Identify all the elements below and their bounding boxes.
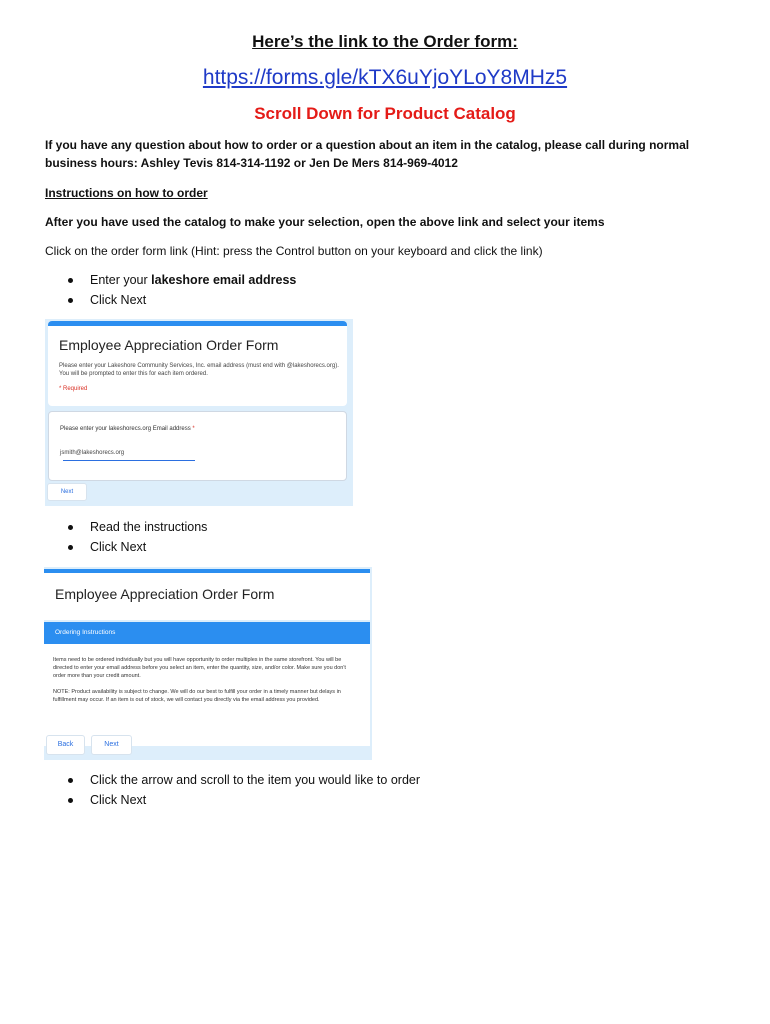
- back-button: Back: [46, 735, 85, 755]
- bullet-list-step3: [45, 770, 420, 810]
- order-form-link[interactable]: https://forms.gle/kTX6uYjoYLoY8MHz5: [202, 66, 568, 89]
- bullet-bold-text: lakeshore email address: [151, 273, 297, 287]
- bullet-text: Enter your: [90, 273, 152, 287]
- instructions-section: [44, 622, 370, 746]
- form-header-card: [44, 569, 370, 620]
- email-field-underline: [63, 460, 195, 461]
- list-item: Click Next: [45, 790, 420, 810]
- list-item: Read the instructions: [45, 517, 207, 537]
- bullet-list-step1: [45, 270, 296, 310]
- instructions-form-screenshot: [44, 567, 372, 760]
- list-item: [45, 270, 296, 290]
- form-title: Employee Appreciation Order Form: [55, 586, 275, 602]
- page-heading: Here’s the link to the Order form:: [252, 32, 518, 51]
- email-question-card: [48, 411, 347, 481]
- question-label: [60, 426, 195, 432]
- instructions-text: Items need to be ordered individually but you will have opportunity to order multiples in the same storefront. You will be directed to enter your email address before you select an item, enter the quantity, size, and/or color. Make sure you don't order more than your credit amount.: [53, 657, 346, 679]
- next-button: Next: [91, 735, 132, 755]
- availability-note: NOTE: Product availability is subject to change. We will do our best to fulfill your order in a timely manner but delays in fulfillment may occur. If an item is out of stock, we will contact you directly via the email address you provided.: [53, 689, 341, 703]
- email-field: jsmith@lakeshorecs.org: [60, 450, 125, 456]
- form-header-card: [48, 321, 347, 406]
- list-item: Click Next: [45, 290, 296, 310]
- required-note: * Required: [59, 386, 88, 392]
- instructions-heading: Instructions on how to order: [45, 186, 208, 200]
- section-title: Ordering Instructions: [55, 629, 116, 636]
- question-label-text: Please enter your lakeshorecs.org Email address: [60, 426, 191, 432]
- click-link-paragraph: Click on the order form link (Hint: press the Control button on your keyboard and click the link): [45, 244, 543, 258]
- bullet-list-step2: [45, 517, 207, 557]
- contact-paragraph: If you have any question about how to order or a question about an item in the catalog, please call during normal business hours: Ashley Tevis 814-314-1192 or Jen De Mers 814-969-4012: [45, 138, 690, 170]
- after-selection-paragraph: After you have used the catalog to make your selection, open the above link and select your items: [45, 215, 605, 229]
- next-button: Next: [47, 483, 87, 501]
- section-header-bar: [44, 622, 370, 644]
- email-form-screenshot: [45, 319, 353, 506]
- form-title: Employee Appreciation Order Form: [59, 337, 279, 353]
- list-item: Click the arrow and scroll to the item you would like to order: [45, 770, 420, 790]
- form-description: Please enter your Lakeshore Community Services, Inc. email address (must end with @lakeshorecs.org). You will be prompted to enter this for each item ordered.: [59, 363, 339, 377]
- scroll-notice: Scroll Down for Product Catalog: [254, 104, 516, 123]
- list-item: Click Next: [45, 537, 207, 557]
- required-star: *: [192, 426, 195, 432]
